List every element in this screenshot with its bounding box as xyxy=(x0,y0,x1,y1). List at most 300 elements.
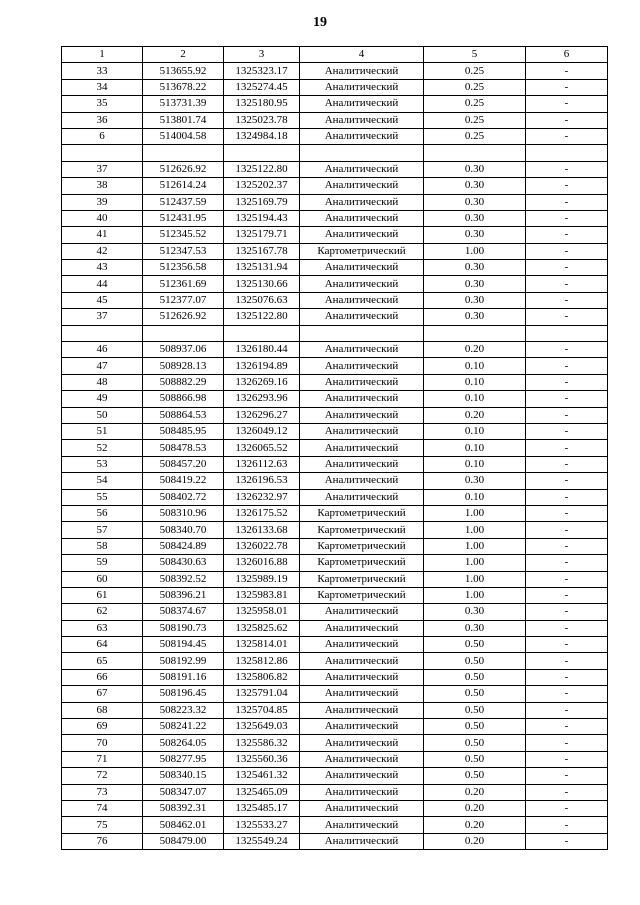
x-coordinate-cell: 508864.53 xyxy=(143,407,224,423)
accuracy-cell: 0.50 xyxy=(424,735,526,751)
method-cell: Аналитический xyxy=(300,276,424,292)
note-cell: - xyxy=(526,227,608,243)
point-number-cell: 72 xyxy=(62,768,143,784)
method-cell xyxy=(300,325,424,341)
note-cell: - xyxy=(526,63,608,79)
note-cell: - xyxy=(526,800,608,816)
accuracy-cell: 0.30 xyxy=(424,210,526,226)
point-number-cell: 51 xyxy=(62,423,143,439)
accuracy-cell: 0.30 xyxy=(424,620,526,636)
column-header: 1 xyxy=(62,47,143,63)
note-cell: - xyxy=(526,538,608,554)
y-coordinate-cell: 1325825.62 xyxy=(224,620,300,636)
y-coordinate-cell: 1326293.96 xyxy=(224,391,300,407)
note-cell: - xyxy=(526,686,608,702)
accuracy-cell: 0.30 xyxy=(424,194,526,210)
x-coordinate-cell: 508937.06 xyxy=(143,342,224,358)
note-cell: - xyxy=(526,391,608,407)
y-coordinate-cell: 1325465.09 xyxy=(224,784,300,800)
accuracy-cell: 0.20 xyxy=(424,342,526,358)
note-cell: - xyxy=(526,620,608,636)
point-number-cell: 42 xyxy=(62,243,143,259)
point-number-cell: 60 xyxy=(62,571,143,587)
table-row xyxy=(62,391,608,407)
table-row xyxy=(62,686,608,702)
x-coordinate-cell: 513678.22 xyxy=(143,79,224,95)
note-cell: - xyxy=(526,96,608,112)
table-row xyxy=(62,210,608,226)
table-row xyxy=(62,260,608,276)
y-coordinate-cell: 1325194.43 xyxy=(224,210,300,226)
accuracy-cell: 0.10 xyxy=(424,423,526,439)
y-coordinate-cell: 1326065.52 xyxy=(224,440,300,456)
point-number-cell: 71 xyxy=(62,751,143,767)
x-coordinate-cell: 512626.92 xyxy=(143,161,224,177)
y-coordinate-cell: 1325649.03 xyxy=(224,719,300,735)
note-cell: - xyxy=(526,505,608,521)
note-cell: - xyxy=(526,423,608,439)
method-cell: Аналитический xyxy=(300,817,424,833)
point-number-cell: 44 xyxy=(62,276,143,292)
method-cell: Аналитический xyxy=(300,768,424,784)
accuracy-cell: 0.25 xyxy=(424,79,526,95)
x-coordinate-cell: 508190.73 xyxy=(143,620,224,636)
note-cell: - xyxy=(526,292,608,308)
x-coordinate-cell: 508485.95 xyxy=(143,423,224,439)
y-coordinate-cell: 1326232.97 xyxy=(224,489,300,505)
table-row xyxy=(62,817,608,833)
note-cell: - xyxy=(526,653,608,669)
table-row xyxy=(62,571,608,587)
table-row xyxy=(62,440,608,456)
note-cell: - xyxy=(526,555,608,571)
y-coordinate-cell: 1326296.27 xyxy=(224,407,300,423)
point-number-cell: 6 xyxy=(62,128,143,144)
table-row xyxy=(62,194,608,210)
note-cell: - xyxy=(526,637,608,653)
y-coordinate-cell: 1325983.81 xyxy=(224,587,300,603)
note-cell: - xyxy=(526,309,608,325)
accuracy-cell: 0.10 xyxy=(424,391,526,407)
point-number-cell: 34 xyxy=(62,79,143,95)
x-coordinate-cell: 514004.58 xyxy=(143,128,224,144)
table-row xyxy=(62,768,608,784)
y-coordinate-cell: 1325323.17 xyxy=(224,63,300,79)
point-number-cell: 76 xyxy=(62,833,143,849)
table-row xyxy=(62,243,608,259)
method-cell: Аналитический xyxy=(300,669,424,685)
point-number-cell: 70 xyxy=(62,735,143,751)
method-cell: Аналитический xyxy=(300,161,424,177)
accuracy-cell: 0.10 xyxy=(424,456,526,472)
method-cell: Аналитический xyxy=(300,489,424,505)
accuracy-cell: 0.20 xyxy=(424,817,526,833)
note-cell: - xyxy=(526,604,608,620)
x-coordinate-cell: 508478.53 xyxy=(143,440,224,456)
point-number-cell: 68 xyxy=(62,702,143,718)
y-coordinate-cell: 1326196.53 xyxy=(224,473,300,489)
note-cell: - xyxy=(526,587,608,603)
y-coordinate-cell: 1325586.32 xyxy=(224,735,300,751)
x-coordinate-cell: 508191.16 xyxy=(143,669,224,685)
table-row xyxy=(62,620,608,636)
method-cell: Аналитический xyxy=(300,473,424,489)
y-coordinate-cell: 1325274.45 xyxy=(224,79,300,95)
y-coordinate-cell: 1326180.44 xyxy=(224,342,300,358)
x-coordinate-cell: 508223.32 xyxy=(143,702,224,718)
point-number-cell: 55 xyxy=(62,489,143,505)
y-coordinate-cell: 1325461.32 xyxy=(224,768,300,784)
accuracy-cell: 0.30 xyxy=(424,473,526,489)
note-cell: - xyxy=(526,768,608,784)
x-coordinate-cell: 508192.99 xyxy=(143,653,224,669)
method-cell: Аналитический xyxy=(300,833,424,849)
column-header: 5 xyxy=(424,47,526,63)
accuracy-cell: 1.00 xyxy=(424,505,526,521)
table-row xyxy=(62,407,608,423)
y-coordinate-cell: 1325202.37 xyxy=(224,178,300,194)
x-coordinate-cell: 513731.39 xyxy=(143,96,224,112)
accuracy-cell: 1.00 xyxy=(424,522,526,538)
y-coordinate-cell: 1325180.95 xyxy=(224,96,300,112)
x-coordinate-cell: 508340.70 xyxy=(143,522,224,538)
accuracy-cell: 0.20 xyxy=(424,833,526,849)
table-row xyxy=(62,538,608,554)
table-row xyxy=(62,653,608,669)
y-coordinate-cell: 1325549.24 xyxy=(224,833,300,849)
y-coordinate-cell: 1325076.63 xyxy=(224,292,300,308)
point-number-cell: 50 xyxy=(62,407,143,423)
method-cell xyxy=(300,145,424,161)
point-number-cell: 74 xyxy=(62,800,143,816)
y-coordinate-cell: 1326112.63 xyxy=(224,456,300,472)
accuracy-cell: 0.30 xyxy=(424,292,526,308)
note-cell: - xyxy=(526,112,608,128)
method-cell: Аналитический xyxy=(300,292,424,308)
point-number-cell: 38 xyxy=(62,178,143,194)
note-cell: - xyxy=(526,210,608,226)
point-number-cell: 69 xyxy=(62,719,143,735)
method-cell: Аналитический xyxy=(300,653,424,669)
y-coordinate-cell: 1326022.78 xyxy=(224,538,300,554)
x-coordinate-cell: 512626.92 xyxy=(143,309,224,325)
point-number-cell: 67 xyxy=(62,686,143,702)
method-cell: Аналитический xyxy=(300,686,424,702)
point-number-cell: 39 xyxy=(62,194,143,210)
method-cell: Аналитический xyxy=(300,620,424,636)
point-number-cell: 73 xyxy=(62,784,143,800)
method-cell: Аналитический xyxy=(300,784,424,800)
point-number-cell: 59 xyxy=(62,555,143,571)
table-row xyxy=(62,555,608,571)
point-number-cell: 57 xyxy=(62,522,143,538)
note-cell xyxy=(526,325,608,341)
accuracy-cell: 0.50 xyxy=(424,719,526,735)
method-cell: Аналитический xyxy=(300,194,424,210)
method-cell: Аналитический xyxy=(300,735,424,751)
table-row xyxy=(62,128,608,144)
note-cell: - xyxy=(526,260,608,276)
y-coordinate-cell: 1325130.66 xyxy=(224,276,300,292)
point-number-cell: 33 xyxy=(62,63,143,79)
point-number-cell: 53 xyxy=(62,456,143,472)
table-row xyxy=(62,423,608,439)
point-number-cell: 75 xyxy=(62,817,143,833)
accuracy-cell xyxy=(424,325,526,341)
note-cell: - xyxy=(526,719,608,735)
point-number-cell: 58 xyxy=(62,538,143,554)
method-cell: Аналитический xyxy=(300,210,424,226)
y-coordinate-cell: 1324984.18 xyxy=(224,128,300,144)
point-number-cell: 66 xyxy=(62,669,143,685)
method-cell: Аналитический xyxy=(300,63,424,79)
note-cell xyxy=(526,145,608,161)
y-coordinate-cell: 1325560.36 xyxy=(224,751,300,767)
point-number-cell: 45 xyxy=(62,292,143,308)
y-coordinate-cell: 1325791.04 xyxy=(224,686,300,702)
method-cell: Картометрический xyxy=(300,538,424,554)
note-cell: - xyxy=(526,784,608,800)
column-header: 4 xyxy=(300,47,424,63)
table-row xyxy=(62,79,608,95)
accuracy-cell: 1.00 xyxy=(424,555,526,571)
note-cell: - xyxy=(526,817,608,833)
coordinates-table xyxy=(61,46,608,850)
y-coordinate-cell: 1325167.78 xyxy=(224,243,300,259)
method-cell: Аналитический xyxy=(300,702,424,718)
accuracy-cell: 0.50 xyxy=(424,653,526,669)
point-number-cell: 47 xyxy=(62,358,143,374)
x-coordinate-cell: 508241.22 xyxy=(143,719,224,735)
accuracy-cell: 0.50 xyxy=(424,702,526,718)
method-cell: Аналитический xyxy=(300,637,424,653)
accuracy-cell: 0.20 xyxy=(424,800,526,816)
y-coordinate-cell: 1325023.78 xyxy=(224,112,300,128)
accuracy-cell: 0.30 xyxy=(424,604,526,620)
x-coordinate-cell: 512614.24 xyxy=(143,178,224,194)
point-number-cell: 43 xyxy=(62,260,143,276)
note-cell: - xyxy=(526,374,608,390)
y-coordinate-cell: 1326049.12 xyxy=(224,423,300,439)
x-coordinate-cell: 508392.52 xyxy=(143,571,224,587)
y-coordinate-cell: 1325989.19 xyxy=(224,571,300,587)
accuracy-cell: 0.25 xyxy=(424,96,526,112)
table-row xyxy=(62,489,608,505)
method-cell: Аналитический xyxy=(300,374,424,390)
y-coordinate-cell: 1325533.27 xyxy=(224,817,300,833)
y-coordinate-cell: 1325169.79 xyxy=(224,194,300,210)
x-coordinate-cell: 508424.89 xyxy=(143,538,224,554)
x-coordinate-cell: 508264.05 xyxy=(143,735,224,751)
point-number-cell: 52 xyxy=(62,440,143,456)
y-coordinate-cell: 1326133.68 xyxy=(224,522,300,538)
x-coordinate-cell: 508457.20 xyxy=(143,456,224,472)
table-row xyxy=(62,178,608,194)
note-cell: - xyxy=(526,669,608,685)
table-row xyxy=(62,325,608,341)
accuracy-cell: 1.00 xyxy=(424,538,526,554)
method-cell: Картометрический xyxy=(300,522,424,538)
table-row xyxy=(62,702,608,718)
note-cell: - xyxy=(526,702,608,718)
note-cell: - xyxy=(526,440,608,456)
x-coordinate-cell: 512361.69 xyxy=(143,276,224,292)
method-cell: Аналитический xyxy=(300,423,424,439)
x-coordinate-cell: 508882.29 xyxy=(143,374,224,390)
y-coordinate-cell: 1325704.85 xyxy=(224,702,300,718)
method-cell: Аналитический xyxy=(300,227,424,243)
accuracy-cell: 0.50 xyxy=(424,669,526,685)
table-row xyxy=(62,227,608,243)
table-row xyxy=(62,292,608,308)
y-coordinate-cell: 1325122.80 xyxy=(224,161,300,177)
accuracy-cell: 0.25 xyxy=(424,63,526,79)
note-cell: - xyxy=(526,571,608,587)
method-cell: Аналитический xyxy=(300,751,424,767)
note-cell: - xyxy=(526,489,608,505)
table-row xyxy=(62,833,608,849)
note-cell: - xyxy=(526,342,608,358)
x-coordinate-cell: 508277.95 xyxy=(143,751,224,767)
accuracy-cell: 0.50 xyxy=(424,686,526,702)
point-number-cell: 35 xyxy=(62,96,143,112)
accuracy-cell: 0.10 xyxy=(424,489,526,505)
note-cell: - xyxy=(526,735,608,751)
table-row xyxy=(62,63,608,79)
accuracy-cell: 0.20 xyxy=(424,407,526,423)
accuracy-cell: 0.30 xyxy=(424,227,526,243)
accuracy-cell: 0.20 xyxy=(424,784,526,800)
x-coordinate-cell xyxy=(143,325,224,341)
point-number-cell: 40 xyxy=(62,210,143,226)
x-coordinate-cell: 513801.74 xyxy=(143,112,224,128)
y-coordinate-cell xyxy=(224,145,300,161)
method-cell: Картометрический xyxy=(300,243,424,259)
table-row xyxy=(62,784,608,800)
x-coordinate-cell: 508196.45 xyxy=(143,686,224,702)
x-coordinate-cell: 508430.63 xyxy=(143,555,224,571)
table-row xyxy=(62,309,608,325)
table-row xyxy=(62,719,608,735)
x-coordinate-cell: 508866.98 xyxy=(143,391,224,407)
point-number-cell: 46 xyxy=(62,342,143,358)
accuracy-cell: 0.30 xyxy=(424,276,526,292)
x-coordinate-cell: 512377.07 xyxy=(143,292,224,308)
table-row xyxy=(62,735,608,751)
y-coordinate-cell: 1325122.80 xyxy=(224,309,300,325)
point-number-cell: 61 xyxy=(62,587,143,603)
table-row xyxy=(62,276,608,292)
column-header: 6 xyxy=(526,47,608,63)
y-coordinate-cell: 1325958.01 xyxy=(224,604,300,620)
method-cell: Картометрический xyxy=(300,571,424,587)
method-cell: Аналитический xyxy=(300,407,424,423)
table-row xyxy=(62,96,608,112)
table-row xyxy=(62,587,608,603)
x-coordinate-cell: 508419.22 xyxy=(143,473,224,489)
y-coordinate-cell xyxy=(224,325,300,341)
y-coordinate-cell: 1325812.86 xyxy=(224,653,300,669)
x-coordinate-cell: 508194.45 xyxy=(143,637,224,653)
accuracy-cell: 0.30 xyxy=(424,260,526,276)
x-coordinate-cell: 513655.92 xyxy=(143,63,224,79)
method-cell: Аналитический xyxy=(300,309,424,325)
method-cell: Аналитический xyxy=(300,79,424,95)
table-row xyxy=(62,145,608,161)
accuracy-cell: 0.50 xyxy=(424,751,526,767)
point-number-cell: 37 xyxy=(62,161,143,177)
note-cell: - xyxy=(526,358,608,374)
accuracy-cell: 0.10 xyxy=(424,374,526,390)
x-coordinate-cell: 508479.00 xyxy=(143,833,224,849)
accuracy-cell: 0.25 xyxy=(424,112,526,128)
table-row xyxy=(62,604,608,620)
point-number-cell: 65 xyxy=(62,653,143,669)
x-coordinate-cell: 508392.31 xyxy=(143,800,224,816)
y-coordinate-cell: 1325806.82 xyxy=(224,669,300,685)
method-cell: Аналитический xyxy=(300,440,424,456)
point-number-cell: 49 xyxy=(62,391,143,407)
point-number-cell: 36 xyxy=(62,112,143,128)
method-cell: Аналитический xyxy=(300,800,424,816)
y-coordinate-cell: 1326194.89 xyxy=(224,358,300,374)
point-number-cell xyxy=(62,145,143,161)
table-row xyxy=(62,456,608,472)
y-coordinate-cell: 1325814.01 xyxy=(224,637,300,653)
note-cell: - xyxy=(526,128,608,144)
page-number: 19 xyxy=(313,15,327,30)
coordinates-table-body xyxy=(62,47,608,850)
method-cell: Аналитический xyxy=(300,719,424,735)
accuracy-cell: 0.30 xyxy=(424,161,526,177)
method-cell: Картометрический xyxy=(300,587,424,603)
x-coordinate-cell: 512437.59 xyxy=(143,194,224,210)
y-coordinate-cell: 1325179.71 xyxy=(224,227,300,243)
table-row xyxy=(62,342,608,358)
table-row xyxy=(62,473,608,489)
column-header: 2 xyxy=(143,47,224,63)
table-row xyxy=(62,358,608,374)
table-row xyxy=(62,522,608,538)
note-cell: - xyxy=(526,194,608,210)
y-coordinate-cell: 1325131.94 xyxy=(224,260,300,276)
accuracy-cell: 0.50 xyxy=(424,637,526,653)
x-coordinate-cell: 508462.01 xyxy=(143,817,224,833)
table-row xyxy=(62,374,608,390)
table-row xyxy=(62,112,608,128)
point-number-cell: 41 xyxy=(62,227,143,243)
note-cell: - xyxy=(526,407,608,423)
table-row xyxy=(62,751,608,767)
x-coordinate-cell: 512345.52 xyxy=(143,227,224,243)
method-cell: Аналитический xyxy=(300,178,424,194)
method-cell: Картометрический xyxy=(300,555,424,571)
point-number-cell: 64 xyxy=(62,637,143,653)
table-row xyxy=(62,637,608,653)
note-cell: - xyxy=(526,243,608,259)
method-cell: Картометрический xyxy=(300,505,424,521)
point-number-cell: 54 xyxy=(62,473,143,489)
accuracy-cell xyxy=(424,145,526,161)
method-cell: Аналитический xyxy=(300,128,424,144)
point-number-cell: 63 xyxy=(62,620,143,636)
accuracy-cell: 0.25 xyxy=(424,128,526,144)
x-coordinate-cell xyxy=(143,145,224,161)
column-header: 3 xyxy=(224,47,300,63)
x-coordinate-cell: 508374.67 xyxy=(143,604,224,620)
table-row xyxy=(62,505,608,521)
note-cell: - xyxy=(526,161,608,177)
